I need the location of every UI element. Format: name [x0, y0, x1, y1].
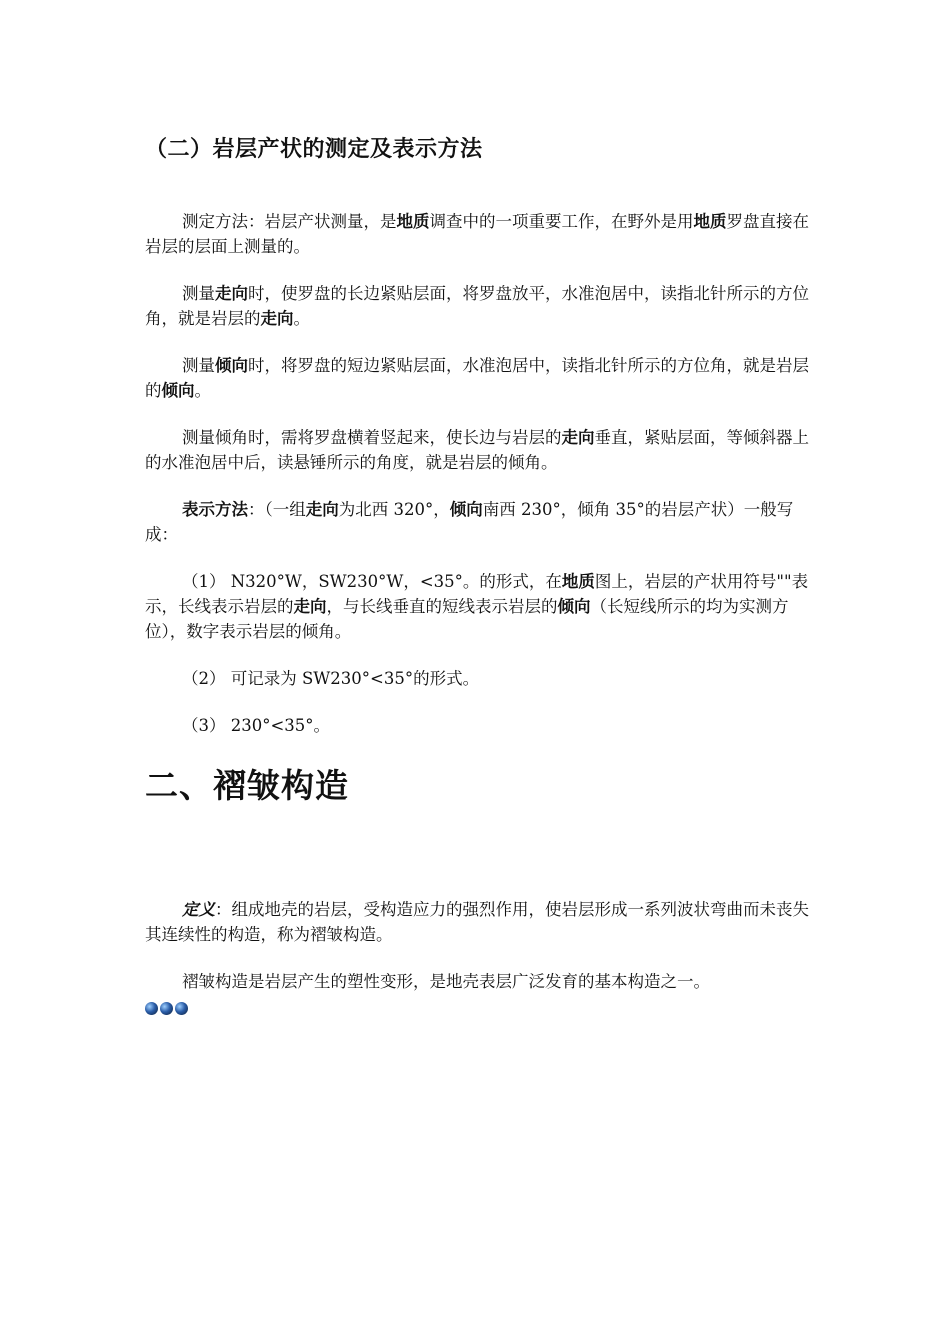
text: 测量: [182, 284, 215, 303]
paragraph-dip-angle: [145, 425, 815, 475]
text: 测定方法：岩层产状测量，是: [182, 212, 397, 231]
text: 调查中的一项重要工作，在野外是用: [429, 212, 694, 231]
text: （1） N320°W，SW230°W，<35°。的形式，在: [182, 572, 562, 591]
text: 。: [293, 309, 310, 328]
text: 时，将罗盘的短边紧贴层面，水准泡居中，读指北针所示的方位角，就是岩层的: [145, 356, 809, 400]
keyword-dip-direction: 倾向: [161, 381, 195, 400]
list-item-3: （3） 230°<35°。: [182, 716, 331, 735]
text: 垂直，紧贴层面，等倾斜器上的水准泡居中后，读悬锤所示的角度，就是岩层的倾角。: [145, 428, 809, 472]
text: 图上，岩层的产状用符号""表示，长线表示岩层的: [145, 572, 809, 616]
text: 为北西 320°，: [338, 500, 450, 519]
paragraph-fold-description: [145, 969, 815, 1020]
chapter-heading: 二、褶皱构造: [145, 766, 349, 805]
paragraph-dip-direction: [145, 353, 815, 403]
keyword-strike: 走向: [293, 597, 327, 616]
text: 测量: [182, 356, 215, 375]
globe-icons: [108, 995, 190, 1020]
text: （长短线所示的均为实测方位），数字表示岩层的倾角。: [145, 597, 789, 641]
text: 南西 230°，倾角 35°的岩层产状）一般写成：: [145, 500, 794, 544]
keyword-dip-direction: 倾向: [215, 356, 248, 375]
paragraph-measure-method: [145, 209, 815, 259]
globe-icon: [175, 1002, 188, 1015]
paragraph-notation: [145, 497, 815, 547]
text: ：（一组: [248, 500, 306, 519]
keyword-dip-direction: 倾向: [557, 597, 591, 616]
list-item-2: （2） 可记录为 SW230°<35°的形式。: [182, 669, 480, 688]
keyword-strike: 走向: [215, 284, 248, 303]
text: 褶皱构造是岩层产生的塑性变形，是地壳表层广泛发育的基本构造之一。: [182, 972, 710, 991]
keyword-geology: 地质: [693, 212, 727, 231]
document-body: [145, 132, 815, 1042]
list-item-1: [145, 569, 815, 644]
text: 测量倾角时，需将罗盘横着竖起来，使长边与岩层的: [182, 428, 562, 447]
globe-icon: [145, 1002, 158, 1015]
paragraph-strike: [145, 281, 815, 331]
keyword-notation: 表示方法: [182, 500, 248, 519]
keyword-geology: 地质: [396, 212, 430, 231]
globe-icon: [160, 1002, 173, 1015]
text: ：组成地壳的岩层，受构造应力的强烈作用，使岩层形成一系列波状弯曲而未丧失其连续性的构造，称为褶皱构造。: [145, 900, 809, 944]
text: ，与长线垂直的短线表示岩层的: [326, 597, 558, 616]
keyword-definition: 定义: [182, 900, 215, 919]
keyword-geology: 地质: [561, 572, 595, 591]
section-heading: （二）岩层产状的测定及表示方法: [145, 137, 483, 162]
paragraph-definition: [145, 897, 815, 947]
text: 。: [194, 381, 211, 400]
keyword-dip-direction: 倾向: [449, 500, 483, 519]
keyword-strike: 走向: [260, 309, 294, 328]
keyword-strike: 走向: [561, 428, 595, 447]
text: 时，使罗盘的长边紧贴层面，将罗盘放平，水准泡居中，读指北针所示的方位角，就是岩层的: [145, 284, 809, 328]
keyword-strike: 走向: [305, 500, 339, 519]
text: 罗盘直接在岩层的层面上测量的。: [145, 212, 809, 256]
